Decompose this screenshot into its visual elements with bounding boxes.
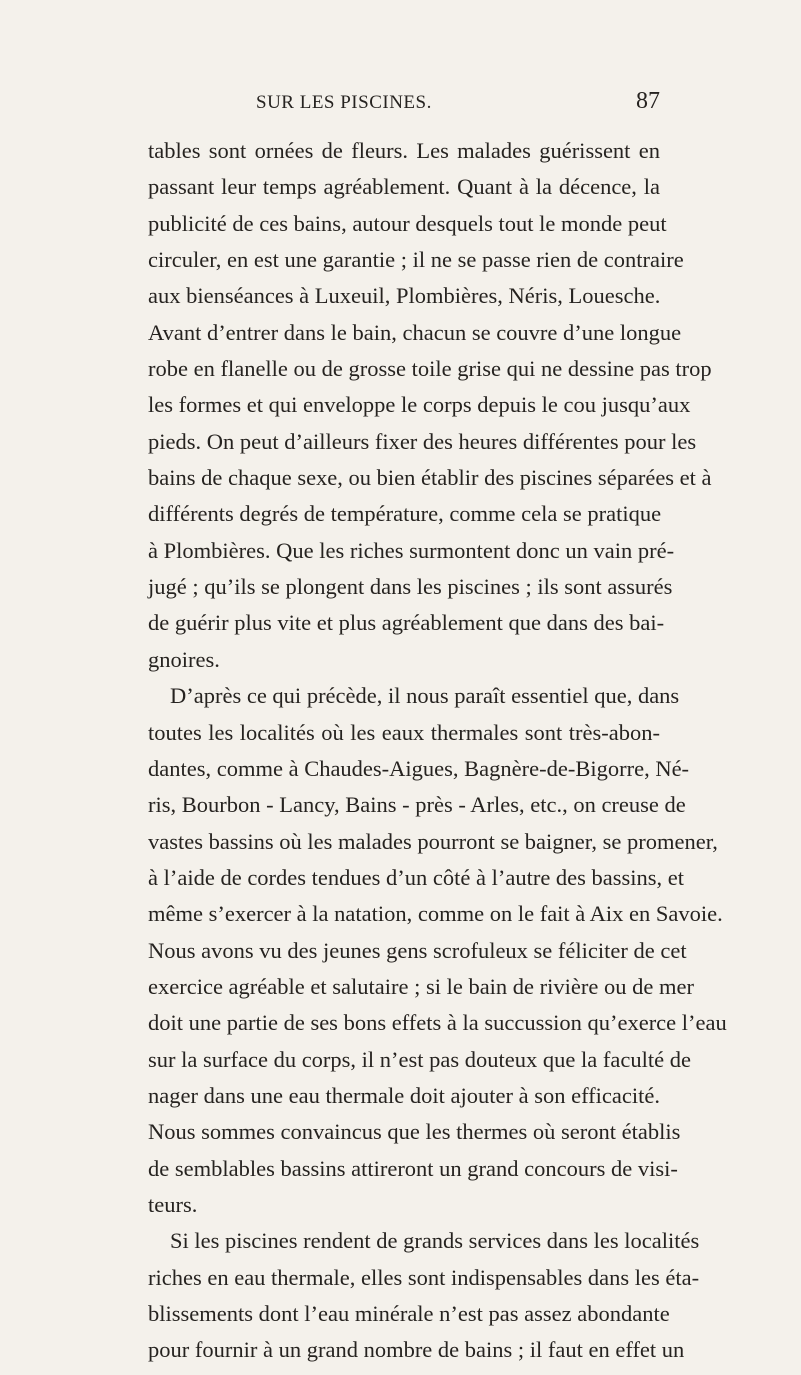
text-line: robe en flanelle ou de grosse toile grise qui ne dessine pas trop: [148, 356, 712, 382]
text-line: aux bienséances à Luxeuil, Plombières, Néris, Louesche.: [148, 283, 661, 309]
text-line: toutes les localités où les eaux thermales sont très-abon-: [148, 719, 660, 745]
text-line: dantes, comme à Chaudes-Aigues, Bagnère-de-Bigorre, Né-: [148, 755, 690, 781]
page-number: 87: [636, 88, 660, 114]
running-title: SUR LES PISCINES.: [256, 92, 432, 113]
body-text: [148, 133, 727, 1369]
text-line: Nous avons vu des jeunes gens scrofuleux se féliciter de cet: [148, 937, 687, 963]
text-line: différents degrés de température, comme cela se pratique: [148, 501, 662, 527]
text-line: tables sont ornées de fleurs. Les malades guérissent en: [148, 138, 660, 163]
text-line: à l’aide de cordes tendues d’un côté à l’autre des bassins, et: [148, 864, 685, 890]
text-line: passant leur temps agréablement. Quant à la décence, la: [148, 174, 660, 200]
text-line: bains de chaque sexe, ou bien établir des piscines séparées et à: [148, 465, 712, 491]
text-line: de semblables bassins attireront un grand concours de visi-: [148, 1155, 678, 1181]
text-line: ris, Bourbon - Lancy, Bains - près - Arles, etc., on creuse de: [148, 792, 686, 818]
text-line: nager dans une eau thermale doit ajouter à son efficacité.: [148, 1082, 660, 1108]
text-line: riches en eau thermale, elles sont indispensables dans les éta-: [148, 1264, 700, 1290]
text-line: Nous sommes convaincus que les thermes où seront établis: [148, 1119, 681, 1145]
text-line: doit une partie de ses bons effets à la succussion qu’exerce l’eau: [148, 1010, 727, 1036]
page-header: [150, 88, 660, 128]
text-line: même s’exercer à la natation, comme on le fait à Aix en Savoie.: [148, 901, 723, 927]
text-line: sur la surface du corps, il n’est pas douteux que la faculté de: [148, 1046, 691, 1072]
text-line: de guérir plus vite et plus agréablement que dans des bai-: [148, 610, 665, 636]
text-line: vastes bassins où les malades pourront se baigner, se promener,: [148, 828, 718, 854]
text-line: pour fournir à un grand nombre de bains ; il faut en effet un: [148, 1337, 685, 1363]
text-line: D’après ce qui précède, il nous paraît essentiel que, dans: [170, 683, 680, 709]
text-line: jugé ; qu’ils se plongent dans les piscines ; ils sont assurés: [148, 574, 673, 600]
text-line: Avant d’entrer dans le bain, chacun se couvre d’une longue: [148, 319, 682, 345]
text-line: à Plombières. Que les riches surmontent donc un vain pré-: [148, 537, 675, 563]
text-line: circuler, en est une garantie ; il ne se passe rien de contraire: [148, 247, 684, 273]
text-line: exercice agréable et salutaire ; si le bain de rivière ou de mer: [148, 973, 694, 999]
text-line: gnoires.: [148, 646, 220, 672]
text-line: publicité de ces bains, autour desquels tout le monde peut: [148, 210, 667, 236]
text-line: pieds. On peut d’ailleurs fixer des heures différentes pour les: [148, 428, 697, 454]
text-line: Si les piscines rendent de grands services dans les localités: [170, 1228, 700, 1254]
text-line: blissements dont l’eau minérale n’est pas assez abondante: [148, 1301, 670, 1326]
text-line: teurs.: [148, 1191, 198, 1217]
text-line: les formes et qui enveloppe le corps depuis le cou jusqu’aux: [148, 392, 691, 418]
